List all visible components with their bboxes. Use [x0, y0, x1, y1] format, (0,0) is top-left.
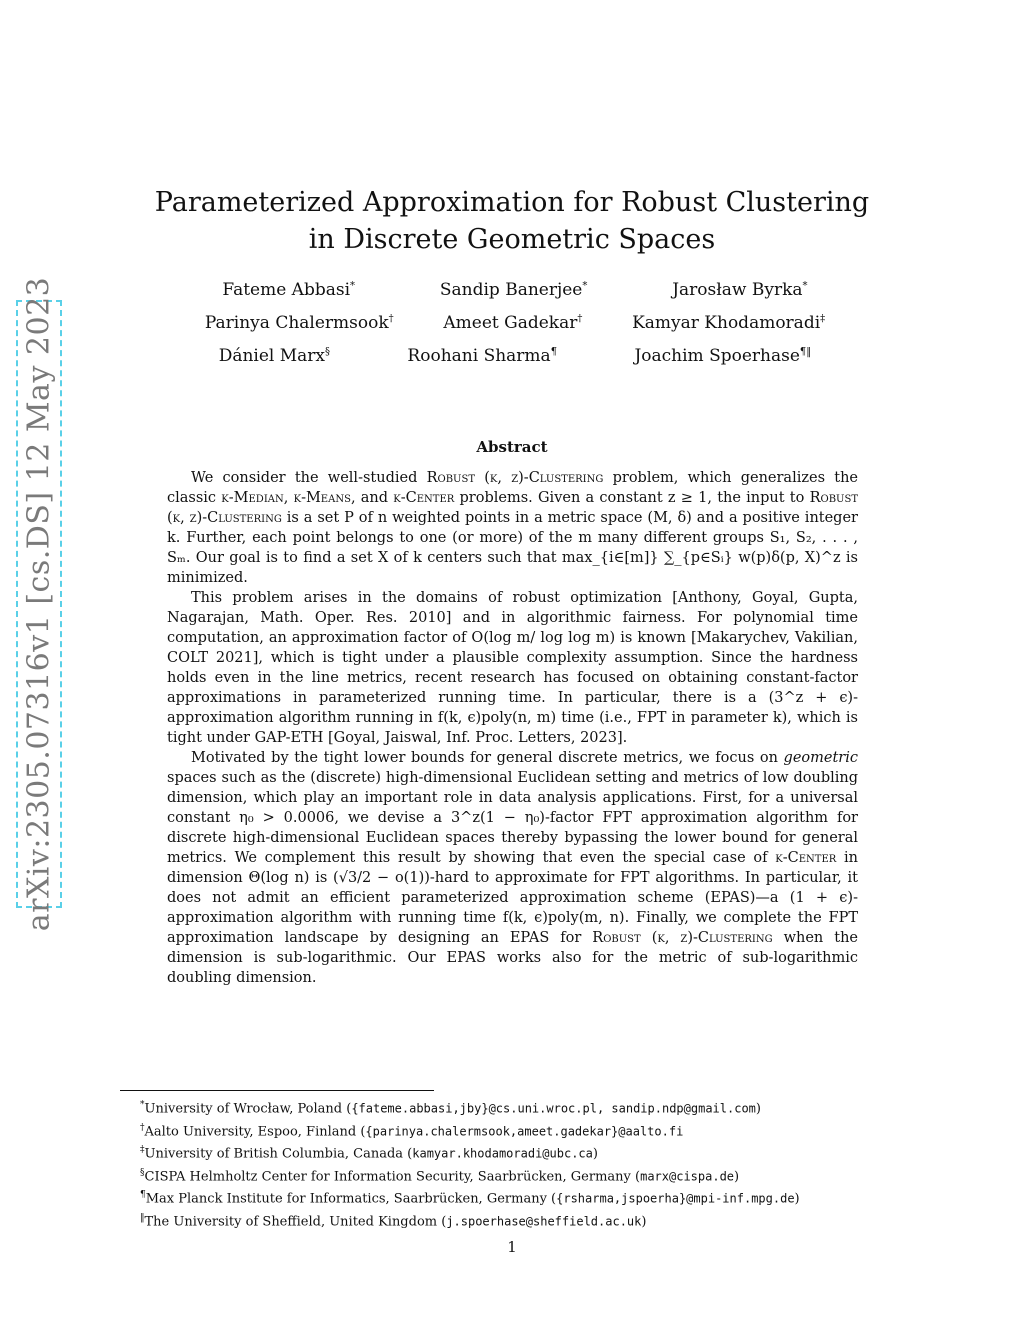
paper-title — [120, 184, 904, 258]
author: Jarosław Byrka* — [672, 280, 808, 300]
author: Sandip Banerjee* — [439, 280, 588, 300]
footnote-rule — [120, 1090, 434, 1091]
author: Roohani Sharma¶ — [407, 346, 558, 366]
page-number: 1 — [507, 1238, 517, 1256]
footnote-email[interactable]: {parinya.chalermsook,ameet.gadekar}@aalto.fi — [365, 1123, 684, 1138]
footnote-email[interactable]: {rsharma,jspoerha}@mpi-inf.mpg.de — [556, 1191, 795, 1206]
footnote: *University of Wrocław, Poland ({fateme.abbasi,jby}@cs.uni.wroc.pl, sandip.ndp@gmail.com) — [140, 1100, 761, 1117]
author-row — [180, 346, 850, 379]
author-row — [180, 280, 850, 313]
abstract-body — [167, 468, 858, 988]
author: Joachim Spoerhase¶‖ — [634, 346, 812, 366]
footnote: ‡University of British Columbia, Canada (kamyar.khodamoradi@ubc.ca) — [140, 1145, 598, 1162]
footnote-email[interactable]: j.spoerhase@sheffield.ac.uk — [446, 1213, 642, 1228]
footnote: ‖The University of Sheffield, United Kingdom (j.spoerhase@sheffield.ac.uk) — [140, 1212, 647, 1229]
footnote-email[interactable]: {fateme.abbasi,jby}@cs.uni.wroc.pl, sandip.ndp@gmail.com — [351, 1101, 756, 1116]
author-row — [180, 313, 850, 346]
footnote: ¶Max Planck Institute for Informatics, Saarbrücken, Germany ({rsharma,jspoerha}@mpi-inf.mpg.de) — [140, 1190, 800, 1207]
author: Kamyar Khodamoradi‡ — [632, 313, 826, 333]
arxiv-identifier[interactable]: arXiv:2305.07316v1 [cs.DS] 12 May 2023 — [21, 276, 57, 932]
author: Parinya Chalermsook† — [204, 313, 394, 333]
arxiv-stamp — [16, 276, 62, 932]
title-line-2: in Discrete Geometric Spaces — [308, 224, 716, 255]
footnote-email[interactable]: marx@cispa.de — [640, 1168, 735, 1183]
footnote: §CISPA Helmholtz Center for Information Security, Saarbrücken, Germany (marx@cispa.de) — [140, 1167, 740, 1184]
author: Dániel Marx§ — [218, 346, 331, 366]
author: Fateme Abbasi* — [222, 280, 356, 300]
footnote-email[interactable]: kamyar.khodamoradi@ubc.ca — [412, 1146, 593, 1161]
footnote: †Aalto University, Espoo, Finland ({parinya.chalermsook,ameet.gadekar}@aalto.fi — [140, 1122, 684, 1139]
author: Ameet Gadekar† — [443, 313, 583, 333]
author-list — [180, 280, 850, 379]
abstract-paragraph: Motivated by the tight lower bounds for general discrete metrics, we focus on geometric spaces such as the (discrete) high-dimensional Euclidean setting and metrics of low doubling dimension, which play an important role in data analysis applications. First, for a universal constant η₀ > 0.0006, we devise a 3^z(1 − η₀)-factor FPT approximation algorithm for discrete high-dimensional Euclidean spaces thereby bypassing the lower bound for general metrics. We complement this result by showing that even the special case of k-Center in dimension Θ(log n) is (√3/2 − o(1))-hard to approximate for FPT algorithms. In particular, it does not admit an efficient parameterized approximation scheme (EPAS)—a (1 + ϵ)-approximation algorithm with running time f(k, ϵ)poly(m, n). Finally, we complete the FPT approximation landscape by designing an EPAS for Robust (k, z)-Clustering when the dimension is sub-logarithmic. Our EPAS works also for the metric of sub-logarithmic doubling dimension. — [167, 750, 859, 986]
abstract-paragraph: We consider the well-studied Robust (k, z)-Clustering problem, which generalizes the classic k-Median, k-Means, and k-Center problems. Given a constant z ≥ 1, the input to Robust (k, z)-Clustering is a set P of n weighted points in a metric space (M, δ) and a positive integer k. Further, each point belongs to one (or more) of the m many different groups S₁, S₂, . . . , Sₘ. Our goal is to find a set X of k centers such that max_{i∈[m]} ∑_{p∈Sᵢ} w(p)δ(p, X)^z is minimized. — [167, 470, 859, 586]
abstract-paragraph: This problem arises in the domains of robust optimization [Anthony, Goyal, Gupta, Nagarajan, Math. Oper. Res. 2010] and in algorithmic fairness. For polynomial time computation, an approximation factor of O(log m/ log log m) is known [Makarychev, Vakilian, COLT 2021], which is tight under a plausible complexity assumption. Since the hardness holds even in the line metrics, recent research has focused on obtaining constant-factor approximations in parameterized running time. In particular, there is a (3^z + ϵ)-approximation algorithm running in f(k, ϵ)poly(n, m) time (i.e., FPT in parameter k), which is tight under GAP-ETH [Goyal, Jaiswal, Inf. Proc. Letters, 2023]. — [167, 590, 858, 746]
footnotes — [140, 1096, 800, 1231]
title-line-1: Parameterized Approximation for Robust Clustering — [154, 187, 870, 218]
abstract-heading: Abstract — [476, 438, 548, 456]
